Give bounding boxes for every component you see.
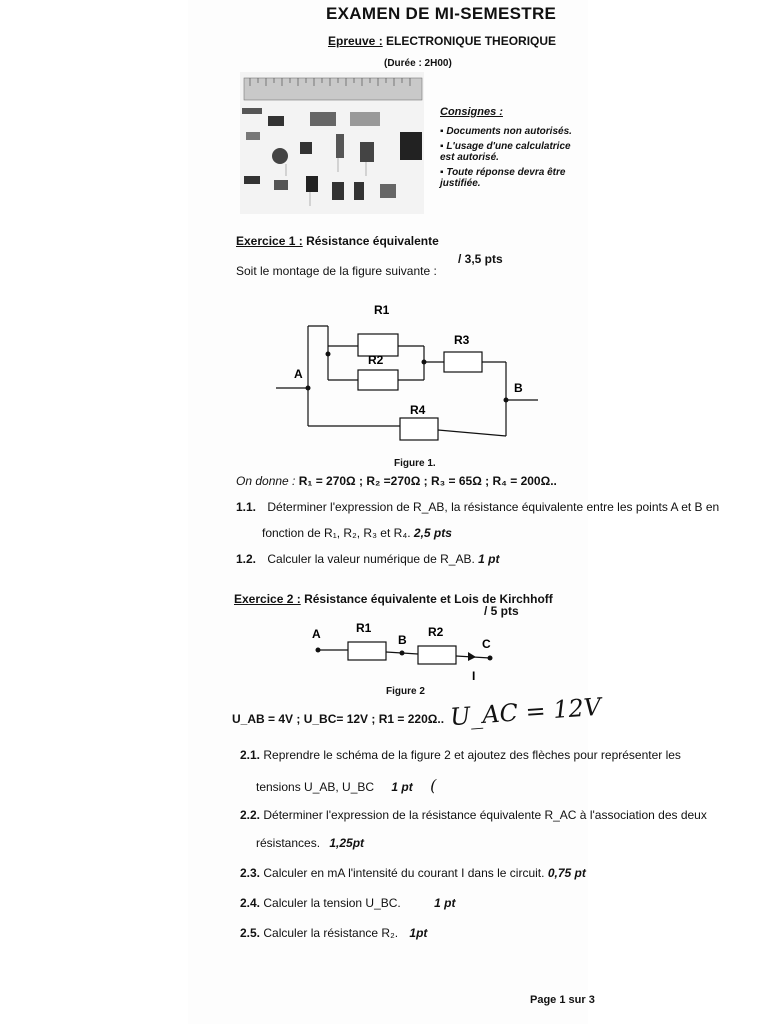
ex2-given: U_AB = 4V ; U_BC= 12V ; R1 = 220Ω.. bbox=[232, 712, 445, 726]
ex2-label: Exercice 2 : bbox=[234, 592, 301, 606]
ex1-given bbox=[236, 474, 557, 488]
q-2-2-cont bbox=[256, 836, 364, 850]
components-illustration bbox=[240, 72, 424, 214]
figure-2-circuit bbox=[300, 616, 510, 686]
q-1-1-cont bbox=[262, 526, 452, 540]
q-2-1-pts: 1 pt bbox=[391, 780, 413, 794]
q-2-4 bbox=[240, 896, 455, 910]
fig2-node-b-dot bbox=[400, 651, 405, 656]
q-2-1-cont bbox=[256, 776, 436, 795]
epreuve-line bbox=[328, 34, 556, 48]
q-1-2-num: 1.2. bbox=[236, 552, 257, 566]
q-2-2-line2: résistances. bbox=[256, 836, 321, 850]
ex2-title: Résistance équivalente et Lois de Kirchhoff bbox=[304, 592, 553, 606]
fig2-label-r1: R1 bbox=[356, 621, 372, 635]
q-2-4-num: 2.4. bbox=[240, 896, 261, 910]
handwritten-note: U_AC = 12V bbox=[449, 692, 602, 732]
q-1-2-pts: 1 pt bbox=[478, 552, 500, 566]
fig1-label-r3: R3 bbox=[454, 333, 470, 347]
q-2-3-num: 2.3. bbox=[240, 866, 261, 880]
q-2-4-pts: 1 pt bbox=[434, 896, 456, 910]
ex1-title: Résistance équivalente bbox=[306, 234, 439, 248]
q-1-2 bbox=[236, 552, 500, 566]
r2-resistor bbox=[358, 370, 398, 390]
q-2-3-pts: 0,75 pt bbox=[547, 866, 586, 880]
ex1-label: Exercice 1 : bbox=[236, 234, 303, 248]
fig2-node-a-dot bbox=[316, 648, 321, 653]
q-1-1-pts: 2,5 pts bbox=[413, 526, 452, 540]
node-b-dot bbox=[504, 398, 509, 403]
current-arrow-icon bbox=[468, 652, 476, 661]
node-mid-dot bbox=[422, 360, 427, 365]
fig1-label-r2: R2 bbox=[368, 353, 384, 367]
handwritten-mark: ( bbox=[430, 776, 437, 795]
given-values: R₁ = 270Ω ; R₂ =270Ω ; R₃ = 65Ω ; R₄ = 200Ω.. bbox=[298, 474, 557, 488]
fig1-label-r4: R4 bbox=[410, 403, 426, 417]
q-2-1-line2: tensions U_AB, U_BC bbox=[256, 780, 375, 794]
consigne-item: ▪ L'usage d'une calculatrice est autorisé. bbox=[440, 141, 580, 163]
q-2-5 bbox=[240, 926, 427, 940]
consignes-list bbox=[440, 126, 580, 189]
consignes-box bbox=[440, 106, 580, 193]
r4-resistor bbox=[400, 418, 438, 440]
components-photo bbox=[240, 72, 424, 214]
q-2-1 bbox=[240, 748, 681, 762]
duree: (Durée : 2H00) bbox=[384, 58, 452, 69]
node-a-top-dot bbox=[326, 352, 331, 357]
figure-1-circuit bbox=[268, 296, 558, 466]
q-2-5-text: Calculer la résistance R₂. bbox=[263, 926, 399, 940]
ex2-points: / 5 pts bbox=[484, 604, 519, 618]
consigne-item: ▪ Toute réponse devra être justifiée. bbox=[440, 167, 580, 189]
ex1-intro: Soit le montage de la figure suivante : bbox=[236, 264, 437, 278]
ex1-heading bbox=[236, 234, 439, 248]
fig2-label-a: A bbox=[312, 627, 321, 641]
q-2-1-num: 2.1. bbox=[240, 748, 261, 762]
consigne-item: ▪ Documents non autorisés. bbox=[440, 126, 580, 137]
q-2-2-num: 2.2. bbox=[240, 808, 261, 822]
fig2-r2-resistor bbox=[418, 646, 456, 664]
r3-resistor bbox=[444, 352, 482, 372]
fig2-label-b: B bbox=[398, 633, 407, 647]
q-2-2-line1: Déterminer l'expression de la résistance équivalente R_AC à l'association des deux bbox=[263, 808, 707, 822]
page-title: EXAMEN DE MI-SEMESTRE bbox=[326, 4, 557, 23]
fig2-label-c: C bbox=[482, 637, 491, 651]
q-2-1-line1: Reprendre le schéma de la figure 2 et ajoutez des flèches pour représenter les bbox=[263, 748, 681, 762]
epreuve-label: Epreuve : bbox=[328, 34, 383, 48]
q-2-4-text: Calculer la tension U_BC. bbox=[263, 896, 401, 910]
fig2-node-c-dot bbox=[488, 656, 493, 661]
epreuve-value: ELECTRONIQUE THEORIQUE bbox=[386, 34, 557, 48]
fig1-label-a: A bbox=[294, 367, 303, 381]
q-2-3-text: Calculer en mA l'intensité du courant I dans le circuit. bbox=[263, 866, 545, 880]
q-2-5-num: 2.5. bbox=[240, 926, 261, 940]
fig1-label-b: B bbox=[514, 381, 523, 395]
q-2-3 bbox=[240, 866, 586, 880]
consignes-title: Consignes : bbox=[440, 106, 503, 118]
q-2-2-pts: 1,25pt bbox=[329, 836, 365, 850]
fig1-label-r1: R1 bbox=[374, 303, 390, 317]
ex1-points: / 3,5 pts bbox=[458, 252, 503, 266]
fig2-r1-resistor bbox=[348, 642, 386, 660]
page-number: Page 1 sur 3 bbox=[530, 994, 595, 1006]
q-2-2 bbox=[240, 808, 707, 822]
q-1-2-text: Calculer la valeur numérique de R_AB. bbox=[267, 552, 475, 566]
node-a-dot bbox=[306, 386, 311, 391]
fig2-label-r2: R2 bbox=[428, 625, 444, 639]
q-1-1-line1: Déterminer l'expression de R_AB, la résistance équivalente entre les points A et B en bbox=[267, 500, 720, 514]
figure-2-caption: Figure 2 bbox=[386, 686, 425, 697]
q-1-1-line2: fonction de R₁, R₂, R₃ et R₄. bbox=[262, 526, 411, 540]
given-prefix: On donne : bbox=[236, 474, 296, 488]
q-1-1 bbox=[236, 500, 719, 514]
fig2-label-i: I bbox=[472, 669, 476, 683]
figure-1-caption: Figure 1. bbox=[394, 458, 436, 469]
q-2-5-pts: 1pt bbox=[409, 926, 428, 940]
q-1-1-num: 1.1. bbox=[236, 500, 257, 514]
